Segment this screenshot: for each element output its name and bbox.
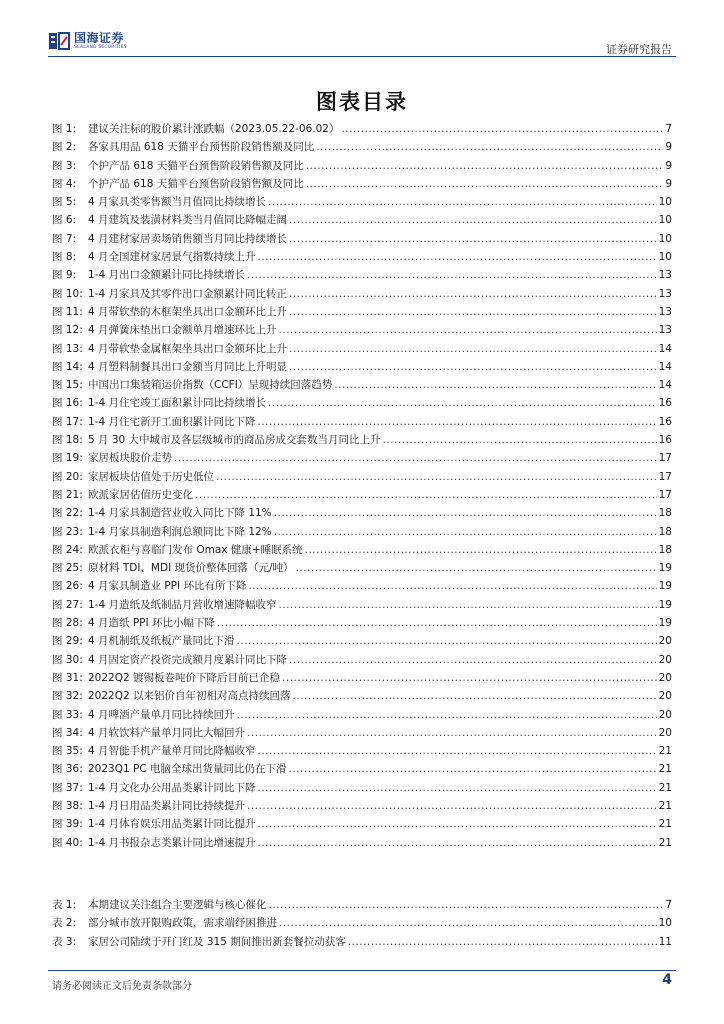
toc-entry-label: 表 2: bbox=[52, 917, 77, 930]
figure-toc-list bbox=[52, 120, 672, 852]
toc-entry-label: 图 3: bbox=[52, 159, 77, 172]
figure-toc-entry[interactable] bbox=[52, 724, 672, 742]
toc-entry-title: 4 月塑料制餐具出口金额当月同比上升明显 bbox=[88, 360, 288, 373]
toc-dot-leader bbox=[305, 541, 657, 559]
toc-entry-title: 4 月软饮料产量单月同比大幅回升 bbox=[88, 726, 246, 739]
figure-toc-entry[interactable] bbox=[52, 596, 672, 614]
toc-entry-page: 10 bbox=[658, 196, 672, 209]
figure-toc-entry[interactable] bbox=[52, 266, 672, 284]
toc-entry-title: 4 月智能手机产量单月同比降幅收窄 bbox=[88, 745, 256, 758]
toc-dot-leader bbox=[269, 896, 664, 914]
toc-entry-label: 图 5: bbox=[52, 196, 77, 209]
toc-entry-label: 图 31: bbox=[52, 671, 83, 684]
logo-chinese-name: 国海证券 bbox=[74, 30, 125, 45]
toc-entry-label: 图 30: bbox=[52, 653, 83, 666]
toc-dot-leader bbox=[289, 285, 657, 303]
figure-toc-entry[interactable] bbox=[52, 687, 672, 705]
figure-toc-entry[interactable] bbox=[52, 394, 672, 412]
footer-disclaimer: 请务必阅读正文后免责条款部分 bbox=[52, 981, 192, 992]
toc-dot-leader bbox=[268, 193, 657, 211]
figure-toc-entry[interactable] bbox=[52, 157, 672, 175]
toc-dot-leader bbox=[268, 394, 657, 412]
toc-dot-leader bbox=[258, 248, 657, 266]
toc-dot-leader bbox=[247, 266, 657, 284]
figure-toc-entry[interactable] bbox=[52, 413, 672, 431]
toc-dot-leader bbox=[306, 157, 664, 175]
toc-entry-label: 图 15: bbox=[52, 379, 83, 392]
figure-toc-entry[interactable] bbox=[52, 340, 672, 358]
toc-entry-title: 1-4 月出口金额累计同比持续增长 bbox=[88, 269, 245, 282]
figure-toc-entry[interactable] bbox=[52, 211, 672, 229]
figure-toc-entry[interactable] bbox=[52, 486, 672, 504]
toc-entry-title: 4 月建材家居卖场销售额当月同比持续增长 bbox=[88, 232, 288, 245]
toc-entry-page: 19 bbox=[658, 580, 672, 593]
toc-entry-page: 13 bbox=[658, 305, 672, 318]
figure-toc-entry[interactable] bbox=[52, 248, 672, 266]
toc-dot-leader bbox=[274, 504, 657, 522]
toc-entry-label: 图 26: bbox=[52, 580, 83, 593]
toc-dot-leader bbox=[289, 358, 657, 376]
toc-entry-title: 4 月带软垫的木框架坐具出口金额环比上升 bbox=[88, 305, 288, 318]
report-type-label: 证券研究报告 bbox=[606, 43, 672, 56]
figure-toc-entry[interactable] bbox=[52, 138, 672, 156]
toc-entry-page: 21 bbox=[658, 763, 672, 776]
toc-entry-label: 图 11: bbox=[52, 305, 83, 318]
toc-entry-page: 21 bbox=[658, 799, 672, 812]
toc-entry-label: 图 34: bbox=[52, 726, 83, 739]
toc-entry-title: 部分城市放开限购政策，需求端纾困推进 bbox=[88, 917, 277, 930]
toc-entry-title: 各家具用品 618 天猫平台预售阶段销售额及同比 bbox=[88, 141, 315, 154]
figure-toc-entry[interactable] bbox=[52, 321, 672, 339]
toc-entry-title: 5 月 30 大中城市及各层级城市的商品房成交套数当月同比上升 bbox=[88, 434, 381, 447]
toc-entry-title: 4 月固定资产投资完成额月度累计同比下降 bbox=[88, 653, 288, 666]
figure-toc-entry[interactable] bbox=[52, 834, 672, 852]
figure-toc-entry[interactable] bbox=[52, 468, 672, 486]
figure-toc-entry[interactable] bbox=[52, 523, 672, 541]
figure-toc-entry[interactable] bbox=[52, 632, 672, 650]
toc-entry-label: 图 18: bbox=[52, 434, 83, 447]
toc-entry-title: 4 月机制纸及纸板产量同比下滑 bbox=[88, 635, 235, 648]
toc-entry-label: 图 38: bbox=[52, 799, 83, 812]
toc-entry-title: 4 月全国建材家居景气指数持续上升 bbox=[88, 251, 256, 264]
toc-entry-page: 20 bbox=[658, 726, 672, 739]
figure-toc-entry[interactable] bbox=[52, 193, 672, 211]
figure-toc-entry[interactable] bbox=[52, 614, 672, 632]
toc-dot-leader bbox=[247, 797, 657, 815]
toc-entry-title: 1-4 月家具及其零件出口金额累计同比转正 bbox=[88, 287, 287, 300]
toc-entry-page: 16 bbox=[658, 434, 672, 447]
toc-entry-label: 表 3: bbox=[52, 935, 77, 948]
toc-entry-page: 11 bbox=[658, 935, 672, 948]
toc-entry-label: 图 6: bbox=[52, 214, 77, 227]
toc-entry-page: 14 bbox=[658, 342, 672, 355]
figure-toc-entry[interactable] bbox=[52, 651, 672, 669]
toc-entry-page: 21 bbox=[658, 818, 672, 831]
toc-dot-leader bbox=[258, 834, 657, 852]
figure-toc-entry[interactable] bbox=[52, 285, 672, 303]
toc-entry-page: 9 bbox=[665, 141, 672, 154]
figure-toc-entry[interactable] bbox=[52, 706, 672, 724]
toc-entry-title: 4 月带软垫金属框架坐具出口金额环比上升 bbox=[88, 342, 288, 355]
toc-entry-label: 图 8: bbox=[52, 251, 77, 264]
figure-toc-entry[interactable] bbox=[52, 742, 672, 760]
toc-entry-page: 18 bbox=[658, 525, 672, 538]
toc-entry-label: 图 32: bbox=[52, 690, 83, 703]
toc-dot-leader bbox=[279, 914, 657, 932]
toc-entry-title: 1-4 月住宅新开工面积累计同比下降 bbox=[88, 415, 256, 428]
toc-entry-page: 13 bbox=[658, 269, 672, 282]
toc-dot-leader bbox=[258, 413, 657, 431]
figure-toc-entry[interactable] bbox=[52, 449, 672, 467]
toc-entry-page: 13 bbox=[658, 287, 672, 300]
toc-dot-leader bbox=[341, 120, 663, 138]
toc-entry-label: 图 35: bbox=[52, 745, 83, 758]
toc-entry-page: 18 bbox=[658, 507, 672, 520]
toc-entry-title: 欧派家居估值历史变化 bbox=[88, 488, 193, 501]
toc-entry-title: 家居板块股价走势 bbox=[88, 452, 172, 465]
toc-entry-page: 7 bbox=[665, 899, 672, 911]
toc-entry-page: 16 bbox=[658, 415, 672, 428]
toc-entry-title: 4 月家具类零售额当月值同比持续增长 bbox=[88, 196, 267, 209]
toc-entry-title: 2023Q1 PC 电脑全球出货量同比仍在下滑 bbox=[88, 763, 287, 776]
toc-dot-leader bbox=[282, 669, 657, 687]
toc-dot-leader bbox=[258, 742, 657, 760]
toc-entry-title: 1-4 月家具制造利润总额同比下降 12% bbox=[88, 525, 272, 538]
toc-entry-page: 19 bbox=[658, 562, 672, 575]
figure-toc-entry[interactable] bbox=[52, 431, 672, 449]
toc-entry-label: 图 4: bbox=[52, 177, 77, 190]
page-title: 图表目录 bbox=[316, 90, 408, 114]
toc-entry-title: 2022Q2 镀锡板卷吨价下降后目前已企稳 bbox=[88, 671, 281, 684]
toc-entry-label: 图 1: bbox=[52, 123, 77, 135]
toc-entry-page: 18 bbox=[658, 543, 672, 556]
toc-entry-label: 图 9: bbox=[52, 269, 77, 282]
toc-entry-label: 图 22: bbox=[52, 507, 83, 520]
toc-entry-label: 图 33: bbox=[52, 708, 83, 721]
toc-dot-leader bbox=[248, 577, 656, 595]
toc-entry-label: 图 25: bbox=[52, 562, 83, 575]
toc-dot-leader bbox=[334, 376, 656, 394]
toc-entry-label: 图 37: bbox=[52, 781, 83, 794]
toc-entry-page: 20 bbox=[658, 690, 672, 703]
toc-dot-leader bbox=[216, 468, 657, 486]
toc-entry-label: 图 13: bbox=[52, 342, 83, 355]
figure-toc-entry[interactable] bbox=[52, 175, 672, 193]
sealand-logo-icon bbox=[48, 30, 70, 52]
toc-dot-leader bbox=[247, 724, 657, 742]
footer-divider bbox=[48, 970, 676, 971]
toc-entry-page: 19 bbox=[658, 598, 672, 611]
toc-entry-page: 20 bbox=[658, 708, 672, 721]
toc-dot-leader bbox=[258, 779, 657, 797]
toc-entry-label: 图 27: bbox=[52, 598, 83, 611]
figure-toc-entry[interactable] bbox=[52, 504, 672, 522]
toc-entry-title: 1-4 月体育娱乐用品类累计同比提升 bbox=[88, 818, 256, 831]
toc-entry-page: 17 bbox=[658, 488, 672, 501]
toc-entry-page: 17 bbox=[658, 470, 672, 483]
toc-entry-page: 17 bbox=[658, 452, 672, 465]
toc-dot-leader bbox=[217, 614, 657, 632]
toc-entry-label: 图 7: bbox=[52, 232, 77, 245]
toc-dot-leader bbox=[348, 933, 657, 951]
toc-dot-leader bbox=[306, 175, 664, 193]
toc-entry-title: 1-4 月造纸及纸制品月营收增速降幅收窄 bbox=[88, 598, 277, 611]
toc-entry-page: 14 bbox=[658, 360, 672, 373]
toc-entry-label: 图 36: bbox=[52, 763, 83, 776]
figure-toc-entry[interactable] bbox=[52, 303, 672, 321]
toc-entry-title: 个护产品 618 天猫平台预售阶段销售额及同比 bbox=[88, 177, 304, 190]
toc-entry-title: 4 月造纸 PPI 环比小幅下降 bbox=[88, 617, 215, 630]
table-toc-entry[interactable] bbox=[52, 914, 672, 932]
figure-toc-entry[interactable] bbox=[52, 376, 672, 394]
toc-entry-title: 建议关注标的股价累计涨跌幅（2023.05.22-06.02） bbox=[88, 123, 340, 135]
toc-dot-leader bbox=[289, 230, 657, 248]
toc-entry-page: 10 bbox=[658, 232, 672, 245]
toc-dot-leader bbox=[237, 632, 657, 650]
toc-entry-label: 图 14: bbox=[52, 360, 83, 373]
toc-dot-leader bbox=[258, 815, 657, 833]
toc-dot-leader bbox=[279, 596, 657, 614]
toc-dot-leader bbox=[293, 687, 657, 705]
toc-entry-label: 图 16: bbox=[52, 397, 83, 410]
toc-entry-page: 19 bbox=[658, 617, 672, 630]
toc-entry-label: 图 12: bbox=[52, 324, 83, 337]
toc-entry-page: 9 bbox=[665, 177, 672, 190]
figure-toc-entry[interactable] bbox=[52, 541, 672, 559]
figure-toc-entry[interactable] bbox=[52, 577, 672, 595]
header-divider bbox=[48, 56, 676, 57]
toc-dot-leader bbox=[289, 211, 657, 229]
toc-entry-label: 图 24: bbox=[52, 543, 83, 556]
toc-entry-page: 10 bbox=[658, 917, 672, 930]
toc-entry-title: 原材料 TDI、MDI 现货价整体回落（元/吨） bbox=[88, 562, 294, 575]
toc-dot-leader bbox=[289, 651, 657, 669]
toc-entry-title: 个护产品 618 天猫平台预售阶段销售额及同比 bbox=[88, 159, 304, 172]
toc-entry-title: 家居公司陆续于开门红及 315 期间推出新套餐拉动获客 bbox=[88, 935, 346, 948]
toc-entry-page: 9 bbox=[665, 159, 672, 172]
toc-entry-title: 家居板块估值处于历史低位 bbox=[88, 470, 214, 483]
toc-entry-label: 图 23: bbox=[52, 525, 83, 538]
toc-entry-page: 16 bbox=[658, 397, 672, 410]
page-header bbox=[0, 0, 724, 62]
toc-entry-page: 14 bbox=[658, 379, 672, 392]
company-logo bbox=[48, 30, 127, 52]
toc-entry-label: 图 40: bbox=[52, 836, 83, 849]
toc-entry-page: 20 bbox=[658, 671, 672, 684]
toc-dot-leader bbox=[316, 138, 663, 156]
toc-entry-page: 13 bbox=[658, 324, 672, 337]
toc-dot-leader bbox=[237, 706, 657, 724]
toc-entry-page: 21 bbox=[658, 781, 672, 794]
toc-entry-label: 图 29: bbox=[52, 635, 83, 648]
figure-toc-entry[interactable] bbox=[52, 760, 672, 778]
toc-entry-label: 图 19: bbox=[52, 452, 83, 465]
figure-toc-entry[interactable] bbox=[52, 779, 672, 797]
toc-entry-title: 4 月弹簧床垫出口金额单月增速环比上升 bbox=[88, 324, 277, 337]
toc-entry-title: 中国出口集装箱运价指数（CCFI）呈现持续回落趋势 bbox=[88, 379, 333, 392]
table-toc-entry[interactable] bbox=[52, 896, 672, 914]
toc-entry-page: 20 bbox=[658, 635, 672, 648]
toc-entry-label: 图 20: bbox=[52, 470, 83, 483]
toc-dot-leader bbox=[279, 321, 657, 339]
toc-entry-title: 4 月家具制造业 PPI 环比有所下降 bbox=[88, 580, 247, 593]
toc-entry-title: 1-4 月日用品类累计同比持续提升 bbox=[88, 799, 245, 812]
toc-dot-leader bbox=[296, 559, 657, 577]
toc-dot-leader bbox=[174, 449, 657, 467]
figure-toc-entry[interactable] bbox=[52, 797, 672, 815]
figure-toc-entry[interactable] bbox=[52, 120, 672, 138]
toc-entry-title: 1-4 月书报杂志类累计同比增速提升 bbox=[88, 836, 256, 849]
table-toc-list bbox=[52, 896, 672, 951]
toc-entry-title: 4 月啤酒产量单月同比持续回升 bbox=[88, 708, 235, 721]
toc-dot-leader bbox=[274, 523, 657, 541]
figure-toc-entry[interactable] bbox=[52, 815, 672, 833]
toc-entry-title: 4 月建筑及装潢材料类当月值同比降幅走阔 bbox=[88, 214, 288, 227]
toc-entry-title: 1-4 月家具制造营业收入同比下降 11% bbox=[88, 507, 272, 520]
figure-toc-entry[interactable] bbox=[52, 358, 672, 376]
toc-entry-page: 7 bbox=[665, 123, 672, 135]
toc-entry-page: 21 bbox=[658, 836, 672, 849]
toc-entry-title: 本期建议关注组合主要逻辑与核心催化 bbox=[88, 899, 267, 911]
toc-entry-label: 图 21: bbox=[52, 488, 83, 501]
toc-entry-label: 表 1: bbox=[52, 899, 77, 911]
toc-entry-title: 欧派衣柜与喜临门发布 Omax 健康+睡眠系统 bbox=[88, 543, 303, 556]
table-toc-entry[interactable] bbox=[52, 933, 672, 951]
toc-dot-leader bbox=[195, 486, 657, 504]
toc-entry-label: 图 10: bbox=[52, 287, 83, 300]
toc-dot-leader bbox=[383, 431, 657, 449]
toc-entry-title: 1-4 月住宅竣工面积累计同比持续增长 bbox=[88, 397, 266, 410]
toc-entry-label: 图 17: bbox=[52, 415, 83, 428]
toc-dot-leader bbox=[289, 760, 657, 778]
figure-toc-entry[interactable] bbox=[52, 669, 672, 687]
toc-entry-label: 图 28: bbox=[52, 617, 83, 630]
toc-entry-page: 21 bbox=[658, 745, 672, 758]
toc-dot-leader bbox=[289, 303, 657, 321]
figure-toc-entry[interactable] bbox=[52, 230, 672, 248]
toc-entry-page: 10 bbox=[658, 214, 672, 227]
toc-entry-page: 20 bbox=[658, 653, 672, 666]
toc-dot-leader bbox=[289, 340, 657, 358]
toc-entry-label: 图 2: bbox=[52, 141, 77, 154]
figure-toc-entry[interactable] bbox=[52, 559, 672, 577]
logo-english-name: SEALAND SECURITIES bbox=[74, 44, 127, 50]
page-number: 4 bbox=[662, 972, 672, 988]
toc-entry-title: 2022Q2 以来铝价自年初相对高点持续回落 bbox=[88, 690, 291, 703]
toc-entry-label: 图 39: bbox=[52, 818, 83, 831]
toc-entry-page: 10 bbox=[658, 251, 672, 264]
toc-entry-title: 1-4 月文化办公用品类累计同比下降 bbox=[88, 781, 256, 794]
